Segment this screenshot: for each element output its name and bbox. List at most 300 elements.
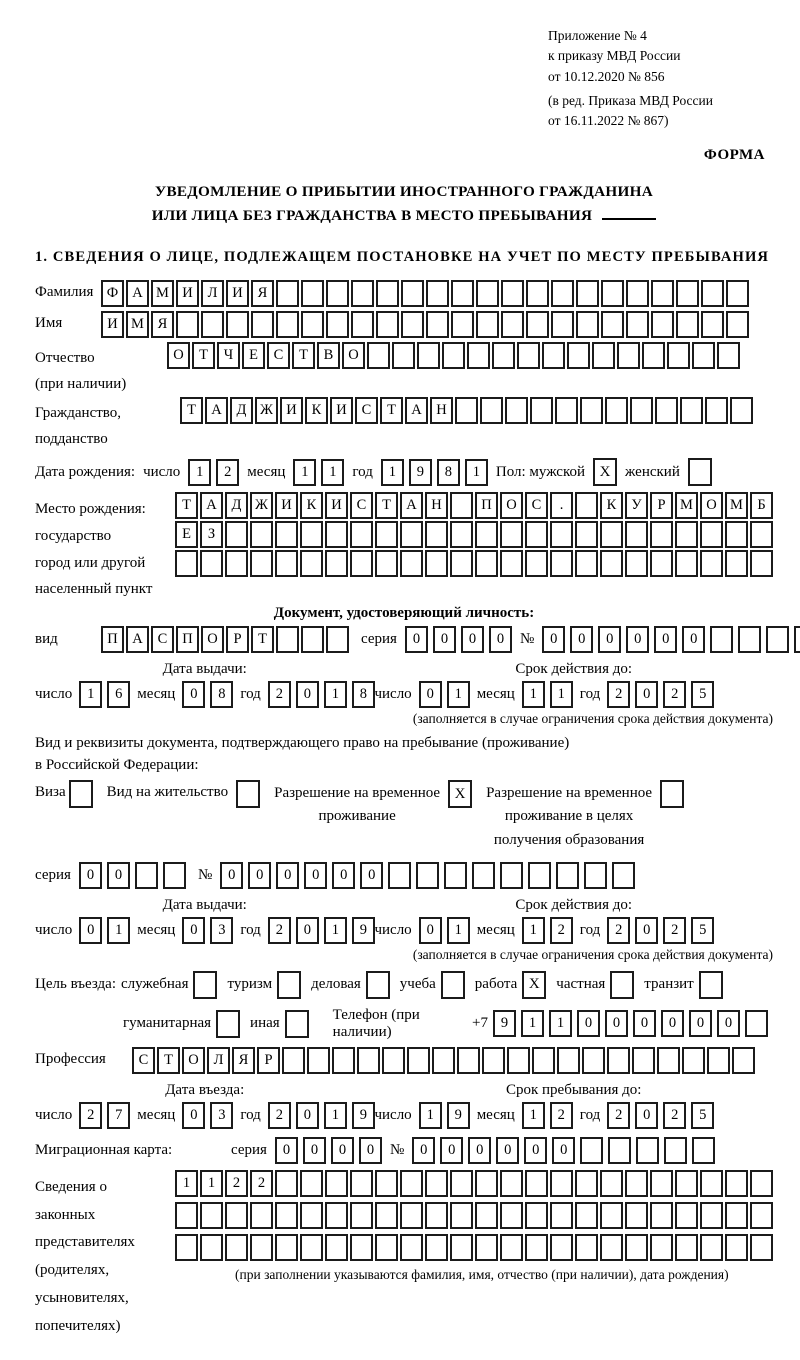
char-box[interactable] <box>375 550 398 577</box>
char-box[interactable] <box>667 342 690 369</box>
char-box[interactable]: С <box>267 342 290 369</box>
char-box[interactable]: 2 <box>268 681 291 708</box>
char-box[interactable]: О <box>700 492 723 519</box>
char-box[interactable]: 0 <box>248 862 271 889</box>
char-box[interactable] <box>450 550 473 577</box>
char-box[interactable]: 0 <box>182 917 205 944</box>
residence-issue-month[interactable] <box>182 917 233 944</box>
migration-series-input[interactable] <box>275 1137 382 1164</box>
char-box[interactable] <box>551 280 574 307</box>
char-box[interactable] <box>416 862 439 889</box>
char-box[interactable] <box>700 550 723 577</box>
char-box[interactable] <box>525 521 548 548</box>
char-box[interactable] <box>475 1170 498 1197</box>
char-box[interactable] <box>655 397 678 424</box>
char-box[interactable] <box>425 550 448 577</box>
purpose-private-checkbox[interactable] <box>610 971 634 999</box>
char-box[interactable]: 1 <box>522 1102 545 1129</box>
char-box[interactable]: Л <box>207 1047 230 1074</box>
char-box[interactable] <box>710 626 733 653</box>
char-box[interactable] <box>525 1234 548 1261</box>
patronymic-input[interactable] <box>167 342 740 369</box>
char-box[interactable]: Ф <box>101 280 124 307</box>
char-box[interactable]: 2 <box>268 1102 291 1129</box>
char-box[interactable]: О <box>182 1047 205 1074</box>
char-box[interactable] <box>200 1202 223 1229</box>
char-box[interactable]: М <box>725 492 748 519</box>
char-box[interactable]: 0 <box>303 1137 326 1164</box>
char-box[interactable]: 0 <box>717 1010 740 1037</box>
char-box[interactable] <box>738 626 761 653</box>
char-box[interactable]: 0 <box>635 917 658 944</box>
char-box[interactable]: 5 <box>691 681 714 708</box>
char-box[interactable] <box>425 1170 448 1197</box>
char-box[interactable]: Т <box>251 626 274 653</box>
char-box[interactable]: П <box>101 626 124 653</box>
char-box[interactable]: 0 <box>182 681 205 708</box>
char-box[interactable] <box>367 342 390 369</box>
char-box[interactable] <box>475 1234 498 1261</box>
char-box[interactable] <box>357 1047 380 1074</box>
char-box[interactable] <box>388 862 411 889</box>
char-box[interactable] <box>375 521 398 548</box>
char-box[interactable] <box>225 1234 248 1261</box>
char-box[interactable]: 0 <box>296 1102 319 1129</box>
char-box[interactable] <box>575 550 598 577</box>
char-box[interactable]: 0 <box>489 626 512 653</box>
purpose-other-checkbox[interactable] <box>285 1010 309 1038</box>
char-box[interactable] <box>584 862 607 889</box>
char-box[interactable] <box>700 1234 723 1261</box>
char-box[interactable] <box>682 1047 705 1074</box>
char-box[interactable] <box>400 550 423 577</box>
char-box[interactable] <box>525 1170 548 1197</box>
char-box[interactable] <box>301 280 324 307</box>
char-box[interactable]: 1 <box>321 459 344 486</box>
char-box[interactable] <box>351 280 374 307</box>
char-box[interactable] <box>275 1202 298 1229</box>
char-box[interactable] <box>332 1047 355 1074</box>
char-box[interactable] <box>750 550 773 577</box>
char-box[interactable] <box>651 311 674 338</box>
char-box[interactable]: 2 <box>550 917 573 944</box>
char-box[interactable]: П <box>475 492 498 519</box>
char-box[interactable] <box>326 311 349 338</box>
char-box[interactable] <box>551 311 574 338</box>
char-box[interactable] <box>725 550 748 577</box>
char-box[interactable] <box>250 1234 273 1261</box>
char-box[interactable] <box>626 311 649 338</box>
representatives-input-row1[interactable] <box>175 1170 773 1197</box>
residence-valid-year[interactable] <box>607 917 714 944</box>
char-box[interactable] <box>556 862 579 889</box>
char-box[interactable] <box>350 1170 373 1197</box>
char-box[interactable]: А <box>126 626 149 653</box>
char-box[interactable] <box>451 280 474 307</box>
char-box[interactable] <box>766 626 789 653</box>
char-box[interactable] <box>275 550 298 577</box>
char-box[interactable] <box>476 311 499 338</box>
char-box[interactable]: 9 <box>409 459 432 486</box>
char-box[interactable]: Т <box>157 1047 180 1074</box>
char-box[interactable]: 0 <box>304 862 327 889</box>
char-box[interactable] <box>325 1202 348 1229</box>
char-box[interactable] <box>650 550 673 577</box>
doc-series-input[interactable] <box>405 626 512 653</box>
birth-place-input-row1[interactable] <box>175 492 773 519</box>
char-box[interactable] <box>750 1202 773 1229</box>
representatives-input-row2[interactable] <box>175 1202 773 1229</box>
char-box[interactable] <box>451 311 474 338</box>
char-box[interactable] <box>700 1170 723 1197</box>
char-box[interactable] <box>275 521 298 548</box>
surname-input[interactable] <box>101 280 749 307</box>
char-box[interactable]: И <box>226 280 249 307</box>
residence-valid-day[interactable] <box>419 917 470 944</box>
char-box[interactable] <box>601 280 624 307</box>
char-box[interactable]: 8 <box>210 681 233 708</box>
char-box[interactable] <box>226 311 249 338</box>
char-box[interactable]: В <box>317 342 340 369</box>
char-box[interactable] <box>692 1137 715 1164</box>
temp-residence-checkbox[interactable]: X <box>448 780 472 808</box>
char-box[interactable]: И <box>330 397 353 424</box>
char-box[interactable] <box>600 1234 623 1261</box>
char-box[interactable]: М <box>675 492 698 519</box>
char-box[interactable]: М <box>151 280 174 307</box>
char-box[interactable]: А <box>400 492 423 519</box>
char-box[interactable] <box>725 521 748 548</box>
char-box[interactable]: Е <box>175 521 198 548</box>
char-box[interactable]: . <box>550 492 573 519</box>
char-box[interactable] <box>276 311 299 338</box>
char-box[interactable] <box>467 342 490 369</box>
char-box[interactable]: 6 <box>107 681 130 708</box>
char-box[interactable]: С <box>350 492 373 519</box>
char-box[interactable] <box>526 280 549 307</box>
char-box[interactable] <box>375 1202 398 1229</box>
char-box[interactable] <box>175 1202 198 1229</box>
char-box[interactable]: 0 <box>468 1137 491 1164</box>
char-box[interactable] <box>725 1234 748 1261</box>
residence-issue-day[interactable] <box>79 917 130 944</box>
char-box[interactable] <box>530 397 553 424</box>
char-box[interactable] <box>726 280 749 307</box>
char-box[interactable] <box>650 1234 673 1261</box>
char-box[interactable]: 0 <box>496 1137 519 1164</box>
char-box[interactable] <box>575 521 598 548</box>
identity-valid-month[interactable] <box>522 681 573 708</box>
char-box[interactable]: Т <box>292 342 315 369</box>
char-box[interactable] <box>675 1170 698 1197</box>
char-box[interactable] <box>482 1047 505 1074</box>
char-box[interactable] <box>200 550 223 577</box>
char-box[interactable]: С <box>151 626 174 653</box>
char-box[interactable] <box>300 1170 323 1197</box>
char-box[interactable]: 0 <box>331 1137 354 1164</box>
purpose-tourism-checkbox[interactable] <box>277 971 301 999</box>
char-box[interactable]: 1 <box>522 681 545 708</box>
char-box[interactable] <box>567 342 590 369</box>
char-box[interactable]: 0 <box>79 917 102 944</box>
char-box[interactable] <box>480 397 503 424</box>
char-box[interactable] <box>300 1202 323 1229</box>
char-box[interactable] <box>135 862 158 889</box>
char-box[interactable]: Р <box>257 1047 280 1074</box>
char-box[interactable] <box>282 1047 305 1074</box>
char-box[interactable]: 9 <box>352 1102 375 1129</box>
char-box[interactable] <box>175 550 198 577</box>
char-box[interactable] <box>417 342 440 369</box>
char-box[interactable]: 0 <box>296 917 319 944</box>
char-box[interactable]: О <box>167 342 190 369</box>
char-box[interactable]: Д <box>230 397 253 424</box>
char-box[interactable]: И <box>101 311 124 338</box>
char-box[interactable]: 3 <box>210 1102 233 1129</box>
char-box[interactable] <box>725 1170 748 1197</box>
char-box[interactable] <box>576 280 599 307</box>
char-box[interactable]: 0 <box>220 862 243 889</box>
char-box[interactable]: С <box>355 397 378 424</box>
char-box[interactable]: С <box>525 492 548 519</box>
char-box[interactable] <box>375 1234 398 1261</box>
char-box[interactable] <box>450 1202 473 1229</box>
char-box[interactable] <box>426 311 449 338</box>
char-box[interactable] <box>550 1202 573 1229</box>
char-box[interactable]: 0 <box>412 1137 435 1164</box>
char-box[interactable]: А <box>405 397 428 424</box>
char-box[interactable] <box>476 280 499 307</box>
char-box[interactable] <box>528 862 551 889</box>
char-box[interactable] <box>505 397 528 424</box>
birth-day-input[interactable] <box>188 459 239 486</box>
char-box[interactable]: 1 <box>324 1102 347 1129</box>
char-box[interactable]: Б <box>750 492 773 519</box>
char-box[interactable]: 0 <box>275 1137 298 1164</box>
birth-month-input[interactable] <box>293 459 344 486</box>
char-box[interactable] <box>325 521 348 548</box>
char-box[interactable]: Т <box>375 492 398 519</box>
char-box[interactable]: 0 <box>689 1010 712 1037</box>
char-box[interactable]: О <box>500 492 523 519</box>
char-box[interactable] <box>450 1234 473 1261</box>
char-box[interactable]: О <box>342 342 365 369</box>
char-box[interactable] <box>325 550 348 577</box>
char-box[interactable]: 2 <box>225 1170 248 1197</box>
char-box[interactable]: У <box>625 492 648 519</box>
char-box[interactable] <box>201 311 224 338</box>
char-box[interactable] <box>626 280 649 307</box>
char-box[interactable] <box>400 521 423 548</box>
char-box[interactable] <box>350 521 373 548</box>
char-box[interactable] <box>351 311 374 338</box>
char-box[interactable] <box>675 550 698 577</box>
char-box[interactable] <box>500 521 523 548</box>
char-box[interactable] <box>425 1234 448 1261</box>
char-box[interactable] <box>651 280 674 307</box>
char-box[interactable]: 8 <box>352 681 375 708</box>
char-box[interactable] <box>675 1202 698 1229</box>
char-box[interactable] <box>300 521 323 548</box>
identity-issue-day[interactable] <box>79 681 130 708</box>
char-box[interactable]: 1 <box>381 459 404 486</box>
char-box[interactable]: 1 <box>324 917 347 944</box>
char-box[interactable] <box>444 862 467 889</box>
char-box[interactable] <box>500 1234 523 1261</box>
char-box[interactable]: 2 <box>268 917 291 944</box>
representatives-input-row3[interactable] <box>175 1234 773 1261</box>
char-box[interactable] <box>500 1202 523 1229</box>
char-box[interactable] <box>225 1202 248 1229</box>
purpose-work-checkbox[interactable]: X <box>522 971 546 999</box>
char-box[interactable]: 2 <box>550 1102 573 1129</box>
birth-place-input-row3[interactable] <box>175 550 773 577</box>
char-box[interactable]: Т <box>380 397 403 424</box>
residence-series-input[interactable] <box>79 862 186 889</box>
char-box[interactable] <box>500 550 523 577</box>
char-box[interactable]: 9 <box>493 1010 516 1037</box>
char-box[interactable]: 9 <box>447 1102 470 1129</box>
char-box[interactable] <box>251 311 274 338</box>
char-box[interactable] <box>175 1234 198 1261</box>
char-box[interactable] <box>732 1047 755 1074</box>
char-box[interactable] <box>612 862 635 889</box>
char-box[interactable] <box>475 521 498 548</box>
char-box[interactable] <box>250 1202 273 1229</box>
char-box[interactable] <box>350 1202 373 1229</box>
char-box[interactable] <box>675 521 698 548</box>
char-box[interactable]: 0 <box>661 1010 684 1037</box>
char-box[interactable] <box>592 342 615 369</box>
char-box[interactable]: А <box>205 397 228 424</box>
char-box[interactable]: 0 <box>461 626 484 653</box>
char-box[interactable] <box>326 280 349 307</box>
char-box[interactable]: 5 <box>691 1102 714 1129</box>
char-box[interactable] <box>301 311 324 338</box>
char-box[interactable] <box>275 1234 298 1261</box>
char-box[interactable] <box>407 1047 430 1074</box>
char-box[interactable] <box>625 1170 648 1197</box>
char-box[interactable]: Р <box>650 492 673 519</box>
char-box[interactable] <box>717 342 740 369</box>
char-box[interactable]: 0 <box>577 1010 600 1037</box>
char-box[interactable] <box>575 1202 598 1229</box>
char-box[interactable] <box>350 550 373 577</box>
char-box[interactable]: 0 <box>360 862 383 889</box>
char-box[interactable] <box>350 1234 373 1261</box>
char-box[interactable]: Н <box>430 397 453 424</box>
char-box[interactable]: Д <box>225 492 248 519</box>
char-box[interactable] <box>325 1234 348 1261</box>
char-box[interactable] <box>507 1047 530 1074</box>
char-box[interactable] <box>500 862 523 889</box>
char-box[interactable]: К <box>305 397 328 424</box>
birth-place-input-row2[interactable] <box>175 521 773 548</box>
char-box[interactable]: 0 <box>107 862 130 889</box>
temp-residence-edu-checkbox[interactable] <box>660 780 684 808</box>
char-box[interactable] <box>625 550 648 577</box>
char-box[interactable] <box>401 280 424 307</box>
char-box[interactable] <box>376 311 399 338</box>
char-box[interactable]: 1 <box>175 1170 198 1197</box>
char-box[interactable]: Я <box>232 1047 255 1074</box>
char-box[interactable]: И <box>325 492 348 519</box>
char-box[interactable] <box>650 1202 673 1229</box>
char-box[interactable] <box>707 1047 730 1074</box>
residence-number-input[interactable] <box>220 862 635 889</box>
char-box[interactable]: 0 <box>635 681 658 708</box>
char-box[interactable] <box>575 1234 598 1261</box>
char-box[interactable]: Е <box>242 342 265 369</box>
char-box[interactable]: 0 <box>419 681 442 708</box>
entry-year[interactable] <box>268 1102 375 1129</box>
char-box[interactable]: С <box>132 1047 155 1074</box>
char-box[interactable] <box>276 280 299 307</box>
char-box[interactable]: 0 <box>552 1137 575 1164</box>
char-box[interactable] <box>700 521 723 548</box>
char-box[interactable]: 1 <box>188 459 211 486</box>
char-box[interactable] <box>475 550 498 577</box>
char-box[interactable] <box>425 521 448 548</box>
char-box[interactable]: А <box>126 280 149 307</box>
birth-year-input[interactable] <box>381 459 488 486</box>
purpose-study-checkbox[interactable] <box>441 971 465 999</box>
char-box[interactable]: Ж <box>250 492 273 519</box>
char-box[interactable] <box>532 1047 555 1074</box>
char-box[interactable]: Т <box>180 397 203 424</box>
char-box[interactable] <box>492 342 515 369</box>
doc-number-input[interactable] <box>542 626 800 653</box>
char-box[interactable] <box>664 1137 687 1164</box>
char-box[interactable]: Т <box>175 492 198 519</box>
char-box[interactable]: 0 <box>605 1010 628 1037</box>
phone-input[interactable] <box>493 1010 768 1037</box>
purpose-transit-checkbox[interactable] <box>699 971 723 999</box>
purpose-humanitarian-checkbox[interactable] <box>216 1010 240 1038</box>
char-box[interactable]: 0 <box>570 626 593 653</box>
char-box[interactable] <box>200 1234 223 1261</box>
char-box[interactable] <box>701 311 724 338</box>
doc-kind-input[interactable] <box>101 626 349 653</box>
char-box[interactable] <box>582 1047 605 1074</box>
char-box[interactable]: 0 <box>276 862 299 889</box>
char-box[interactable] <box>701 280 724 307</box>
identity-issue-year[interactable] <box>268 681 375 708</box>
char-box[interactable]: 2 <box>663 681 686 708</box>
char-box[interactable] <box>300 550 323 577</box>
char-box[interactable]: 0 <box>79 862 102 889</box>
char-box[interactable] <box>472 862 495 889</box>
char-box[interactable] <box>642 342 665 369</box>
char-box[interactable] <box>392 342 415 369</box>
char-box[interactable] <box>550 1234 573 1261</box>
char-box[interactable] <box>225 521 248 548</box>
char-box[interactable] <box>250 550 273 577</box>
char-box[interactable]: 1 <box>324 681 347 708</box>
char-box[interactable]: Л <box>201 280 224 307</box>
char-box[interactable] <box>794 626 800 653</box>
char-box[interactable] <box>750 521 773 548</box>
profession-input[interactable] <box>132 1047 755 1074</box>
char-box[interactable] <box>442 342 465 369</box>
char-box[interactable]: 8 <box>437 459 460 486</box>
char-box[interactable] <box>500 1170 523 1197</box>
sex-female-checkbox[interactable] <box>688 458 712 486</box>
char-box[interactable] <box>675 1234 698 1261</box>
char-box[interactable] <box>501 280 524 307</box>
char-box[interactable]: 0 <box>405 626 428 653</box>
char-box[interactable]: 3 <box>210 917 233 944</box>
